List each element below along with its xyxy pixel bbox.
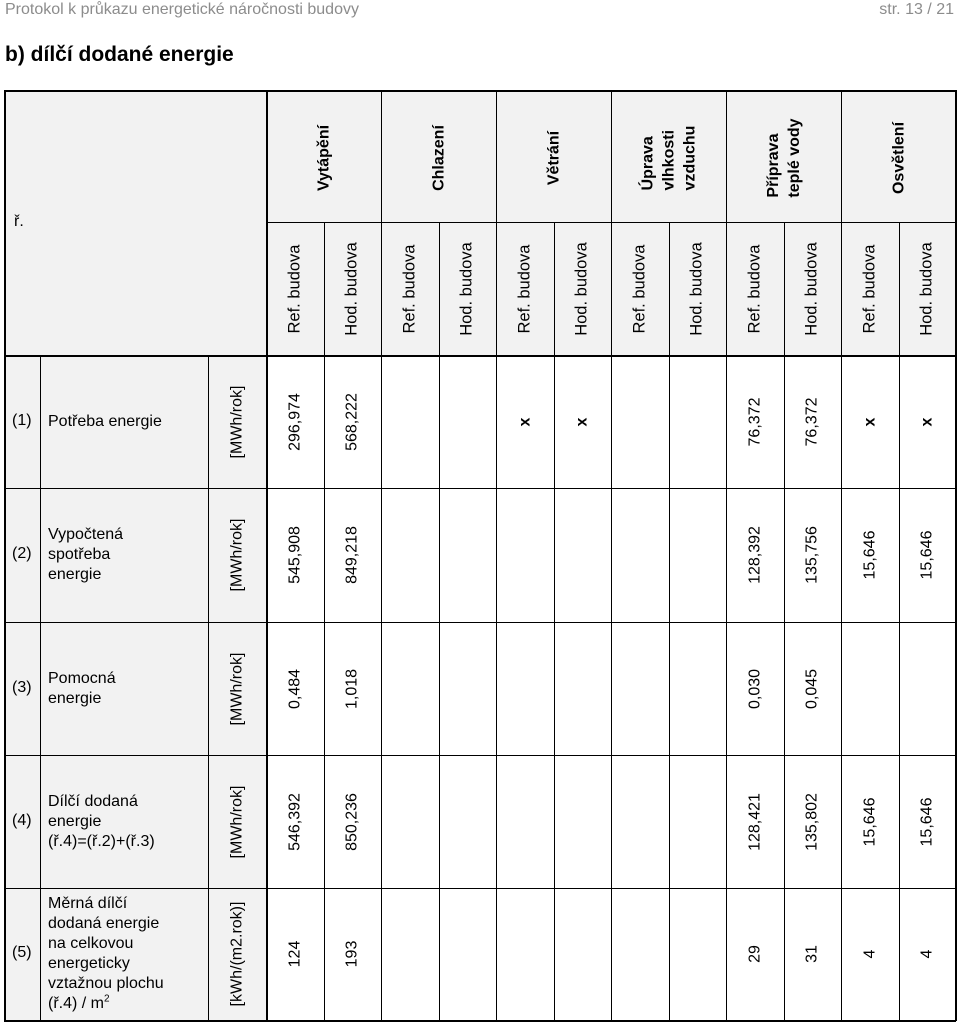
- subcolumn-divider: [554, 222, 555, 1020]
- row-unit: [kWh/(m2.rok)]: [228, 901, 246, 1007]
- table-cell-value: 193: [343, 940, 361, 968]
- table-cell-value: x: [918, 417, 936, 426]
- subcolumn-header-10: Ref. budova: [860, 244, 879, 333]
- document-header-title: Protokol k průkazu energetické náročnosti budovy: [5, 1, 359, 18]
- table-cell-value: 124: [286, 940, 304, 968]
- subcolumn-header-2: Ref. budova: [400, 244, 419, 333]
- table-cell-value: 545,908: [286, 526, 304, 584]
- group-header-0: Vytápění: [315, 124, 332, 192]
- table-cell-value: x: [861, 417, 879, 426]
- table-cell-value: 135,802: [803, 792, 821, 851]
- row-divider: [4, 1020, 956, 1022]
- subcolumn-header-1: Hod. budova: [342, 241, 361, 336]
- row-number: (1): [12, 411, 32, 429]
- subcolumn-header-7: Hod. budova: [687, 241, 706, 336]
- table-cell-value: 568,222: [343, 392, 361, 451]
- group-column-divider: [726, 90, 727, 1020]
- table-cell-value: 546,392: [286, 792, 304, 851]
- row-unit: [MWh/rok]: [228, 652, 246, 725]
- section-title: b) dílčí dodané energie: [5, 43, 234, 66]
- table-top-border: [4, 90, 956, 92]
- subcolumn-divider: [669, 222, 670, 1020]
- label-column-divider: [40, 355, 41, 1020]
- group-header-3: Úprava vlhkosti vzduchu: [639, 125, 698, 191]
- table-cell-value: 76,372: [803, 397, 821, 446]
- subcolumn-header-3: Hod. budova: [457, 241, 476, 336]
- table-cell-value: 31: [803, 945, 821, 963]
- subcolumn-divider: [439, 222, 440, 1020]
- table-cell-value: 76,372: [746, 397, 764, 446]
- row-label: Pomocná energie: [48, 669, 116, 707]
- subcolumn-header-6: Ref. budova: [630, 244, 649, 333]
- row-label: Dílčí dodaná energie (ř.4)=(ř.2)+(ř.3): [48, 792, 155, 850]
- table-left-border: [4, 90, 6, 1020]
- row-divider: [4, 488, 956, 489]
- group-column-divider: [381, 90, 382, 1020]
- table-cell-value: 0,030: [746, 668, 764, 709]
- table-cell-value: 135,756: [803, 526, 821, 584]
- group-column-divider: [611, 90, 612, 1020]
- subcolumn-divider: [784, 222, 785, 1020]
- row-unit: [MWh/rok]: [228, 385, 246, 458]
- row-number: (2): [12, 545, 32, 562]
- row-divider: [4, 755, 956, 756]
- group-header-5: Osvětlení: [890, 121, 907, 195]
- group-header-4: Příprava teplé vody: [764, 118, 803, 198]
- subcolumn-header-0: Ref. budova: [285, 244, 304, 333]
- row-unit: [MWh/rok]: [228, 785, 246, 858]
- table-cell-value: 128,392: [746, 526, 764, 584]
- group-header-2: Větrání: [545, 130, 562, 186]
- row-number: (4): [12, 811, 32, 829]
- table-cell-value: 296,974: [286, 392, 304, 451]
- table-cell-value: 0,045: [803, 668, 821, 709]
- row-number: (3): [12, 678, 32, 696]
- page-number: str. 13 / 21: [879, 1, 954, 18]
- table-cell-value: 29: [746, 945, 764, 963]
- group-column-divider: [841, 90, 842, 1020]
- header-bottom-border: [4, 355, 956, 357]
- table-cell-value: 15,646: [861, 530, 879, 580]
- subcolumn-header-9: Hod. budova: [802, 241, 821, 336]
- row-divider: [4, 888, 956, 889]
- table-cell-value: 15,646: [861, 797, 879, 846]
- row-number: (5): [12, 944, 32, 961]
- subcolumn-header-4: Ref. budova: [515, 244, 534, 333]
- group-header-1: Chlazení: [430, 125, 447, 191]
- subcolumn-divider: [324, 222, 325, 1020]
- row-divider: [4, 622, 956, 623]
- table-cell-value: 849,218: [343, 526, 361, 584]
- subcolumn-header-5: Hod. budova: [572, 241, 591, 336]
- group-column-divider: [496, 90, 497, 1020]
- table-cell-value: 4: [918, 949, 936, 959]
- group-column-divider: [266, 90, 268, 1020]
- table-cell-value: 128,421: [746, 792, 764, 851]
- unit-column-divider: [208, 355, 209, 1020]
- row-label: Potřeba energie: [48, 412, 162, 430]
- group-column-divider: [956, 90, 957, 1020]
- subcolumn-divider: [899, 222, 900, 1020]
- subcolumn-header-11: Hod. budova: [917, 241, 936, 336]
- table-cell-value: 15,646: [918, 797, 936, 846]
- row-number-header: ř.: [14, 213, 24, 230]
- table-cell-value: x: [516, 417, 534, 426]
- table-cell-value: 850,236: [343, 792, 361, 851]
- table-cell-value: x: [573, 417, 591, 426]
- table-cell-value: 0,484: [286, 668, 304, 709]
- table-cell-value: 1,018: [343, 668, 361, 709]
- row-unit: [MWh/rok]: [228, 518, 246, 592]
- row-label: Měrná dílčí dodaná energie na celkovou energeticky vztažnou plochu (ř.4) / $m^2$: [48, 895, 164, 1012]
- table-cell-value: 4: [861, 949, 879, 959]
- row-label: Vypočtená spotřeba energie: [48, 526, 124, 583]
- table-cell-value: 15,646: [918, 530, 936, 580]
- subcolumn-header-8: Ref. budova: [745, 244, 764, 333]
